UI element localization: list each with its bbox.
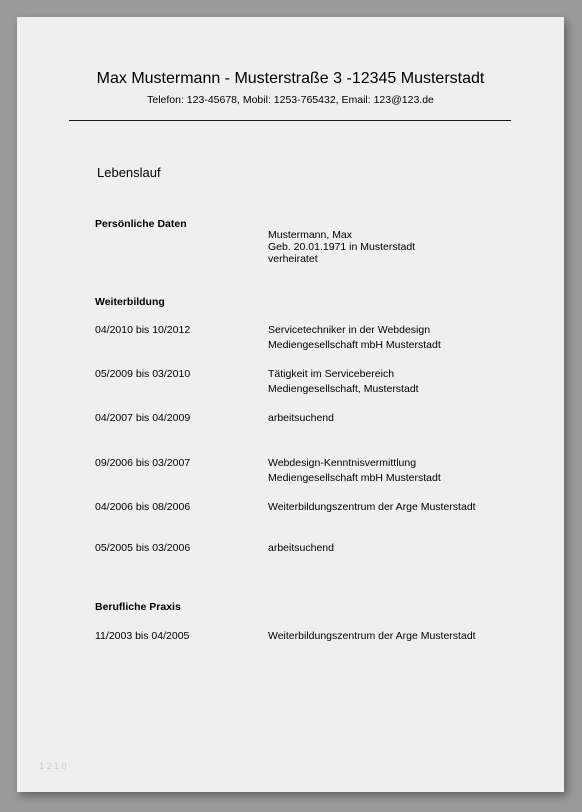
entry-period: 04/2007 bis 04/2009 [95, 412, 191, 424]
section-heading-berufliche-praxis: Berufliche Praxis [95, 601, 181, 613]
header-name-address: Max Mustermann - Musterstraße 3 -12345 Musterstadt [96, 70, 485, 87]
entry-line: Weiterbildungszentrum der Arge Musterstadt [268, 501, 476, 513]
entry-line: arbeitsuchend [268, 412, 334, 424]
entry-line: Servicetechniker in der Webdesign [268, 324, 431, 336]
personal-line: Mustermann, Max [268, 229, 353, 241]
entry-line: Mediengesellschaft mbH Musterstadt [268, 472, 441, 484]
header-contact-info: Telefon: 123-45678, Mobil: 1253-765432, Email: 123@123.de [147, 94, 434, 106]
entry-line: Tätigkeit im Servicebereich [268, 368, 395, 380]
entry-line: Weiterbildungszentrum der Arge Musterstadt [268, 630, 476, 642]
entry-line: Mediengesellschaft, Musterstadt [268, 383, 419, 395]
section-heading-personal: Persönliche Daten [95, 218, 187, 230]
entry-period: 04/2006 bis 08/2006 [95, 501, 191, 513]
header-divider [69, 120, 511, 121]
section-heading-weiterbildung: Weiterbildung [95, 296, 165, 308]
document-title: Lebenslauf [97, 165, 161, 180]
personal-line: verheiratet [268, 253, 318, 265]
entry-period: 05/2005 bis 03/2006 [95, 542, 191, 554]
entry-line: arbeitsuchend [268, 542, 334, 554]
personal-line: Geb. 20.01.1971 in Musterstadt [268, 241, 416, 253]
entry-period: 04/2010 bis 10/2012 [95, 324, 191, 336]
cv-page [17, 17, 564, 792]
entry-period: 09/2006 bis 03/2007 [95, 457, 191, 469]
entry-period: 05/2009 bis 03/2010 [95, 368, 191, 380]
footer-watermark: 1 2 1 0 [39, 761, 67, 771]
entry-period: 11/2003 bis 04/2005 [95, 630, 190, 642]
entry-line: Webdesign-Kenntnisvermittlung [268, 457, 417, 469]
entry-line: Mediengesellschaft mbH Musterstadt [268, 339, 441, 351]
